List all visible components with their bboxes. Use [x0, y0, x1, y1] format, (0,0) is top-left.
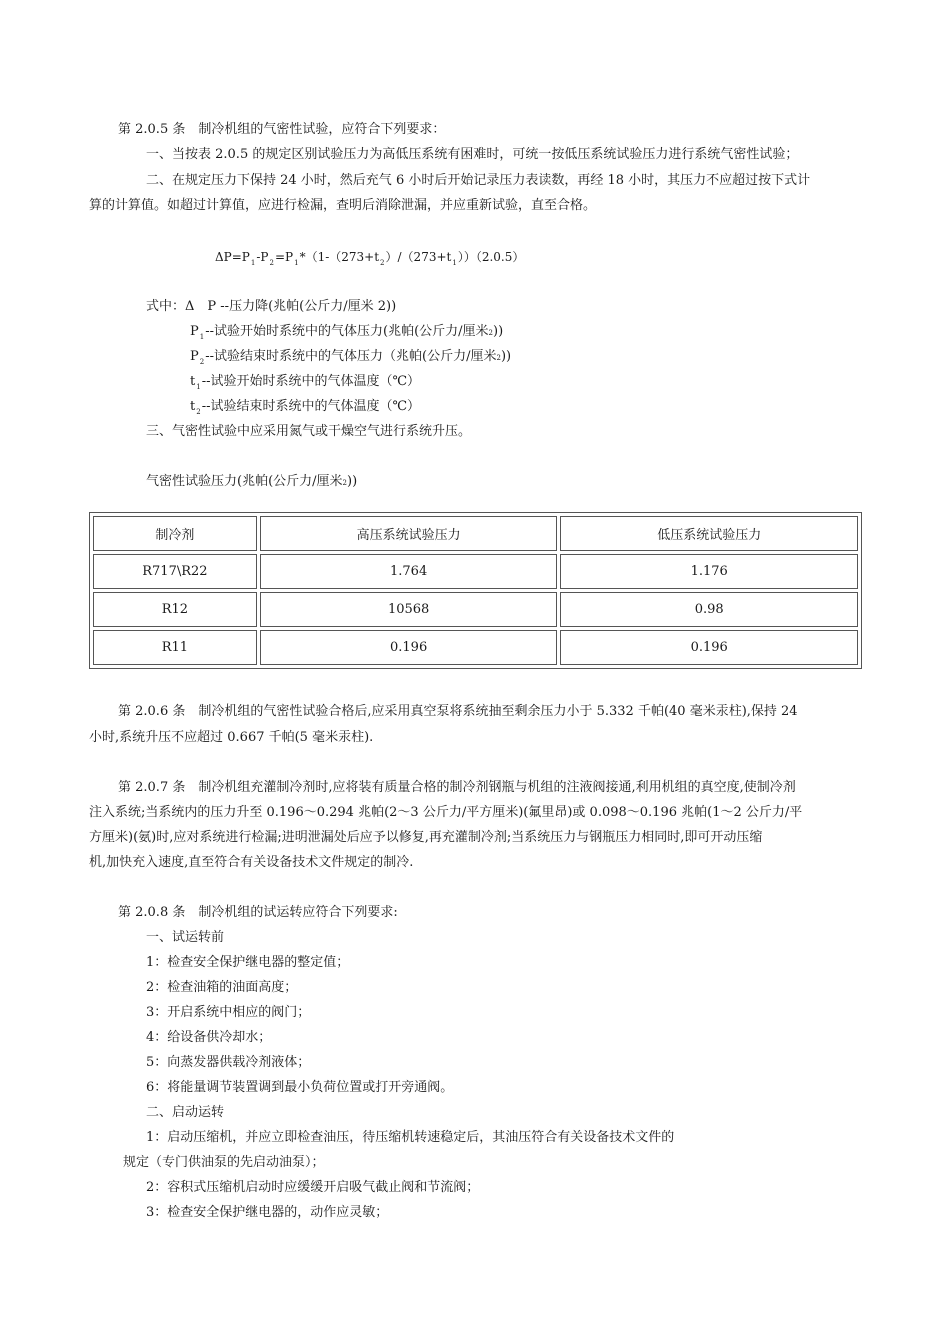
header-high-pressure: 高压系统试验压力: [260, 516, 558, 551]
s205-item-1: 一、当按表 2.0.5 的规定区别试验压力为高低压系统有困难时，可统一按低压系统试验压力进行系统气密性试验；: [146, 147, 799, 162]
table-cell: 10568: [260, 592, 558, 627]
table-row: [93, 592, 858, 627]
table-cell: R12: [93, 592, 257, 627]
s206-line-2: 小时,系统升压不应超过 0.667 千帕(5 毫米汞柱).: [89, 730, 374, 745]
pressure-table: [89, 512, 862, 669]
list-item: 4：给设备供冷却水；: [146, 1030, 272, 1045]
list-item: 1：检查安全保护继电器的整定值；: [146, 955, 350, 970]
s208-part-2: 二、启动运转: [146, 1105, 225, 1120]
list-item: 2：检查油箱的油面高度；: [146, 980, 298, 995]
s207-line-1: 第 2.0.7 条 制冷机组充灌制冷剂时,应将装有质量合格的制冷剂钢瓶与机组的注液阀接通,利用机组的真空度,使制冷剂: [118, 780, 796, 795]
list-item: 3：检查安全保护继电器的，动作应灵敏；: [146, 1205, 389, 1220]
s205-item-2-line-1: 二、在规定压力下保持 24 小时，然后充气 6 小时后开始记录压力表读数，再经 18 小时，其压力不应超过按下式计: [146, 173, 811, 188]
list-item: 5：向蒸发器供载冷剂液体；: [146, 1055, 311, 1070]
s207-line-2: 注入系统;当系统内的压力升至 0.196～0.294 兆帕(2～3 公斤力/平方厘米)(氟里昂)或 0.098～0.196 兆帕(1～2 公斤力/平: [89, 805, 803, 820]
table-row: [93, 554, 858, 589]
s208-part-1: 一、试运转前: [146, 930, 225, 945]
table-row: [93, 630, 858, 665]
list-item: 3：开启系统中相应的阀门；: [146, 1005, 311, 1020]
header-refrigerant: 制冷剂: [93, 516, 257, 551]
table-header-row: [93, 516, 858, 551]
where-line: 式中：Δ P --压力降(兆帕(公斤力/厘米 2)): [146, 299, 397, 314]
list-item: 2：容积式压缩机启动时应缓缓开启吸气截止阀和节流阀；: [146, 1180, 480, 1195]
var-p1: $P_1--$试验开始时系统中的气体压力(兆帕(公斤力/厘米2)): [190, 324, 504, 341]
list-item: 6：将能量调节装置调到最小负荷位置或打开旁通阀。: [146, 1080, 454, 1095]
s208-title: 第 2.0.8 条 制冷机组的试运转应符合下列要求:: [118, 905, 398, 920]
table-caption: 气密性试验压力(兆帕(公斤力/厘米2)): [146, 474, 358, 489]
s205-item-3: 三、气密性试验中应采用氮气或干燥空气进行系统升压。: [146, 424, 472, 439]
s207-line-3: 方厘米)(氨)时,应对系统进行检漏;进明泄漏处后应予以修复,再充灌制冷剂;当系统压力与钢瓶压力相同时,即可开动压缩: [89, 830, 763, 845]
table-cell: 0.196: [560, 630, 858, 665]
table-cell: 0.196: [260, 630, 558, 665]
s206-line-1: 第 2.0.6 条 制冷机组的气密性试验合格后,应采用真空泵将系统抽至剩余压力小于 5.332 千帕(40 毫米汞柱),保持 24: [118, 704, 798, 719]
table-cell: 1.176: [560, 554, 858, 589]
table-cell: R11: [93, 630, 257, 665]
var-t2: $t_2--$试验结束时系统中的气体温度（℃）: [190, 399, 421, 416]
table-cell: R717\R22: [93, 554, 257, 589]
table-cell: 0.98: [560, 592, 858, 627]
formula-2-0-5: $\Delta P=P_1-P_2=P_1*(1-(273+t_2)/(273+t_1))(2.0.5)$: [215, 250, 525, 267]
list-item: 1：启动压缩机，并应立即检查油压，待压缩机转速稳定后，其油压符合有关设备技术文件的: [146, 1130, 675, 1145]
list-item-continued: 规定（专门供油泵的先启动油泵）；: [123, 1155, 325, 1170]
var-t1: $t_1--$试验开始时系统中的气体温度（℃）: [190, 374, 421, 391]
section-2-0-5-title: 第 2.0.5 条 制冷机组的气密性试验，应符合下列要求：: [118, 122, 446, 137]
table-cell: 1.764: [260, 554, 558, 589]
header-low-pressure: 低压系统试验压力: [560, 516, 858, 551]
s207-line-4: 机,加快充入速度,直至符合有关设备技术文件规定的制冷.: [89, 855, 414, 870]
var-p2: $P_2--$试验结束时系统中的气体压力（兆帕(公斤力/厘米2)): [190, 349, 512, 366]
s205-item-2-line-2: 算的计算值。如超过计算值，应进行检漏，查明后消除泄漏，并应重新试验，直至合格。: [89, 198, 597, 213]
